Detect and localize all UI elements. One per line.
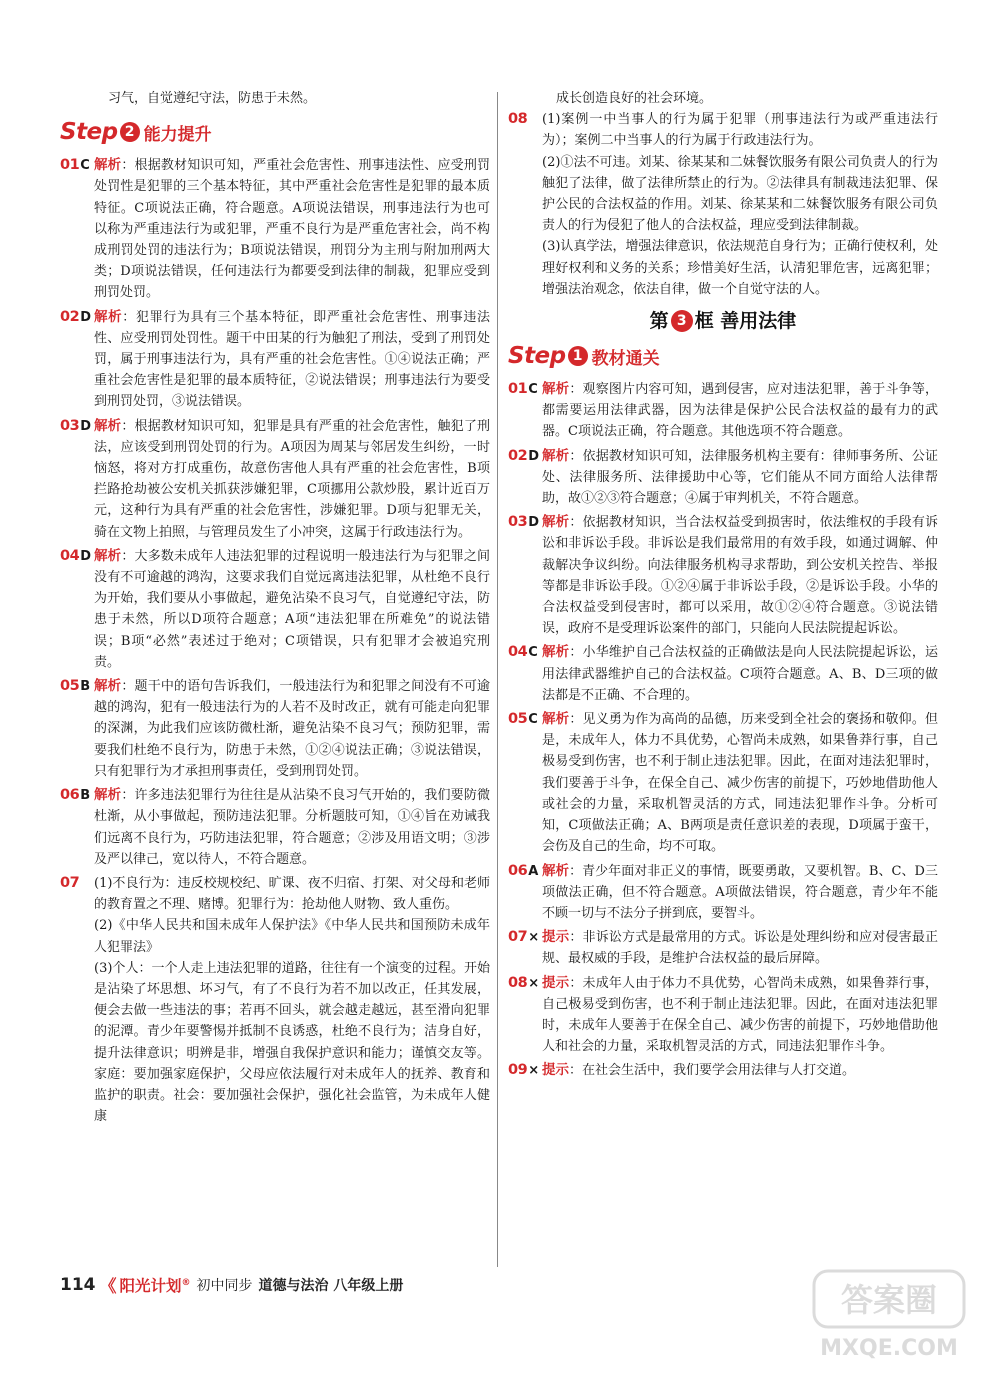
answer-item-04 [508, 642, 938, 706]
answer-item-07 [508, 927, 938, 969]
explanation-label: 解析 [94, 678, 122, 695]
explanation-text: ：非诉讼方式是最常用的方式。诉讼是处理纠纷和应对侵害最正规、最权威的手段，是维护合法权益的最后屏障。 [542, 930, 938, 967]
item-number: 08× [508, 974, 539, 991]
answer-item-03 [508, 512, 938, 639]
answer-letter: C [528, 645, 538, 661]
answer-item-05 [60, 676, 490, 782]
answer-item-07 [60, 873, 490, 1127]
item-number: 06B [60, 787, 90, 804]
answer-item-08-right [508, 109, 938, 300]
answer-letter: D [80, 309, 91, 325]
explanation-label: 解析 [94, 417, 122, 434]
item-number: 09× [508, 1062, 539, 1079]
step-word: Step [60, 119, 118, 146]
step-number: 1 [568, 346, 588, 366]
right-column [508, 88, 938, 1085]
answer-item-09 [508, 1060, 938, 1081]
item-number: 07 [60, 874, 80, 891]
explanation-label: 解析 [542, 862, 570, 879]
explanation-label: 解析 [542, 711, 570, 728]
left-continuation-text: 习气，自觉遵纪守法，防患于未然。 [108, 91, 317, 106]
explanation-label: 解析 [542, 447, 570, 464]
answer-item-01 [508, 379, 938, 443]
answer-item-04 [60, 546, 490, 673]
explanation-text: ：根据教材知识可知，犯罪是具有严重的社会危害性，触犯了刑法，应该受到刑罚处罚的行为。A项因为周某与邻居发生纠纷，一时恼怒，将对方打成重伤，故意伤害他人具有严重的社会危害性，B项拦路抢劫被公安机关抓获涉嫌犯罪，C项挪用公款炒股，累计近百万元，这种行为具有严重的社会危害性，涉嫌犯罪。D项与犯罪无关，骑在文物上拍照，与管理员发生了小冲突，这属于行政违法行为。 [94, 418, 490, 540]
explanation-text: ：依据教材知识可知，法律服务机构主要有：律师事务所、公证处、法律服务所、法律援助中心等，它们能从不同方面给人法律帮助，故①②③符合题意；④属于审判机关，不符合题意。 [542, 448, 938, 507]
step-heading-ability [60, 115, 490, 149]
item-number: 04D [60, 547, 91, 564]
explanation-text: ：犯罪行为具有三个基本特征，即严重社会危害性、刑事违法性、应受刑罚处罚性。题干中田某的行为触犯了刑法，受到了刑罚处罚，属于刑事违法行为，具有严重的社会危害性。①④说法正确；严重社会危害性是犯罪的最本质特征，②说法错误；刑事违法行为要受到刑罚处罚，③说法错误。 [94, 309, 490, 410]
step-title: 能力提升 [143, 124, 212, 145]
explanation-text: ：根据教材知识可知，严重社会危害性、刑事违法性、应受刑罚处罚性是犯罪的三个基本特征，其中严重社会危害性是犯罪的最本质特征。C项说法正确，符合题意。A项说法错误，刑事违法行为也可以称为严重违法行为或犯罪，严重不良行为是严重危害社会，尚不构成刑罚处罚的违法行为；B项说法错误，刑罚分为主刑与附加刑两大类；D项说法错误，任何违法行为都要受到法律的制裁，犯罪应受到刑罚处罚。 [94, 158, 490, 301]
answer-letter: C [528, 712, 538, 728]
page-footer [60, 1272, 403, 1297]
answer-item-02 [60, 307, 490, 413]
explanation-label: 解析 [542, 381, 570, 398]
column-divider [497, 92, 498, 1267]
svg-text:答案圈: 答案圈 [840, 1281, 938, 1319]
answer-letter: A [528, 863, 538, 879]
explanation-text: ：依据教材知识，当合法权益受到损害时，依法维权的手段有诉讼和非诉讼手段。非诉讼是我们最常用的有效手段，如通过调解、仲裁解决争议纠纷。向法律服务机构寻求帮助，到公安机关控告、举报等都是非诉讼手段。①②④属于非诉讼手段，②是诉讼手段。小华的合法权益受到侵害时，都可以采用，故①②④符合题意。③说法错误，政府不是受理诉讼案件的部门，只能向人民法院提起诉讼。 [542, 515, 938, 637]
explanation-text: ：题干中的语句告诉我们，一般违法行为和犯罪之间没有不可逾越的鸿沟，犯有一般违法行为的人若不及时改正，就有可能走向犯罪的深渊，为此我们应该防微杜渐，避免沾染不良习气；预防犯罪，需要我们杜绝不良行为，防患于未然，①②④说法正确；③说法错误，只有犯罪行为才承担刑事责任，受到刑罚处罚。 [94, 679, 490, 779]
explanation-label: 解析 [94, 308, 123, 325]
watermark-logo [800, 1265, 980, 1365]
section-number: 3 [671, 310, 693, 332]
item-number: 04C [508, 644, 538, 661]
item-number: 03D [60, 417, 91, 434]
answer-letter: B [80, 679, 90, 695]
explanation-label: 提示 [542, 1062, 569, 1079]
explanation-label: 提示 [542, 974, 570, 991]
explanation-text: ：大多数未成年人违法犯罪的过程说明一般违法行为与犯罪之间没有不可逾越的鸿沟，这要求我们自觉远离违法犯罪，从杜绝不良行为开始，我们要从小事做起，避免沾染不良习气，自觉遵纪守法，防患于未然，所以D项符合题意；A项“违法犯罪在所难免”的说法错误；B项“必然”表述过于绝对；C项错误，只有犯罪才会被追究刑责。 [94, 548, 490, 670]
explanation-text: ：小华维护自己合法权益的正确做法是向人民法院提起诉讼，运用法律武器维护自己的合法权益。C项符合题意。A、B、D三项的做法都是不正确、不合理的。 [542, 645, 938, 703]
q07-part3: (3)个人：一个人走上违法犯罪的道路，往往有一个演变的过程。开始是沾染了坏思想、坏习气，有了不良行为若不加以改正，任其发展，便会去做一些违法的事；若再不回头，就会越走越远，甚至滑向犯罪的泥潭。青少年要警惕并抵制不良诱惑，杜绝不良行为；洁身自好，提升法律意识；明辨是非，增强自我保护意识和能力；谨慎交友等。家庭：要加强家庭保护，父母应依法履行对未成年人的抚养、教育和监护的职责。社会：要加强社会保护，强化社会监管，为未成年人健康 [94, 960, 490, 1125]
right-answer-list [508, 379, 938, 1082]
q08-part2: (2)①法不可违。刘某、徐某某和二妹餐饮服务有限公司负责人的行为触犯了法律，做了法律所禁止的行为。②法律具有制裁违法犯罪、保护公民的合法权益的作用。刘某、徐某某和二妹餐饮服务有限公司负责人的行为侵犯了他人的合法权益，理应受到法律制裁。 [542, 154, 938, 234]
answer-item-01 [60, 155, 490, 303]
q08-part1: (1)案例一中当事人的行为属于犯罪（刑事违法行为或严重违法行为）；案例二中当事人的行为属于行政违法行为。 [542, 112, 938, 149]
explanation-text: ：青少年面对非正义的事情，既要勇敢，又要机智。B、C、D三项做法正确，但不符合题意。A项做法错误，符合题意，青少年不能不顾一切与不法分子拼到底，要智斗。 [542, 863, 938, 921]
q08-part3: (3)认真学法，增强法律意识，依法规范自身行为；正确行使权利，处理好权利和义务的关系；珍惜美好生活，认清犯罪危害，远离犯罪；增强法治观念，依法自律，做一个自觉守法的人。 [542, 239, 938, 297]
series-name: 初中同步 [196, 1277, 253, 1294]
explanation-label: 解析 [542, 644, 570, 661]
explanation-text: ：观察图片内容可知，遇到侵害，应对违法犯罪，善于斗争等，都需要运用法律武器，因为法律是保护公民合法权益的最有力的武器。C项说法正确，符合题意。其他选项不符合题意。 [542, 382, 938, 440]
item-number: 07× [508, 929, 539, 946]
step-number: 2 [120, 122, 140, 142]
answer-item-03 [60, 416, 490, 543]
explanation-label: 提示 [542, 929, 570, 946]
explanation-text: ：许多违法犯罪行为往往是从沾染不良习气开始的，我们要防微杜渐，从小事做起，预防违法犯罪。分析题肢可知，①④旨在劝诫我们远离不良行为，巧防违法犯罪，符合题意；②涉及用语文明；③涉及严以律己，宽以待人，不符合题意。 [94, 788, 490, 867]
answer-letter: C [528, 382, 538, 398]
step-word: Step [508, 343, 566, 370]
answer-letter: D [528, 448, 539, 464]
double-arrow-icon: 《 [99, 1277, 117, 1297]
answer-letter: D [80, 548, 91, 564]
item-number: 05B [60, 678, 90, 695]
answer-letter: D [80, 418, 91, 434]
step-heading-textbook [508, 339, 938, 373]
answer-item-06 [508, 861, 938, 925]
step-title: 教材通关 [591, 348, 660, 369]
q07-part1: (1)不良行为：违反校规校纪、旷课、夜不归宿、打架、对父母和老师的教育置之不理、赌博。犯罪行为：抢劫他人财物、致人重伤。 [94, 875, 490, 913]
explanation-label: 解析 [94, 157, 122, 174]
answer-letter: × [528, 930, 539, 946]
answer-item-02 [508, 446, 938, 510]
explanation-label: 解析 [542, 514, 570, 531]
brand-name: 阳光计划® [119, 1276, 191, 1295]
explanation-text: ：在社会生活中，我们要学会用法律与人打交道。 [569, 1063, 856, 1079]
answer-item-08 [508, 973, 938, 1058]
left-answer-list [60, 155, 490, 870]
item-number: 01C [60, 157, 90, 174]
explanation-label: 解析 [94, 547, 122, 564]
answer-letter: × [528, 975, 539, 991]
page-number: 114 [60, 1274, 96, 1295]
answer-letter: C [80, 158, 90, 174]
explanation-label: 解析 [94, 787, 122, 804]
answer-item-06 [60, 785, 490, 870]
item-number: 03D [508, 514, 539, 531]
item-number: 08 [508, 111, 528, 128]
item-number: 05C [508, 711, 538, 728]
right-continuation-text: 成长创造良好的社会环境。 [556, 91, 713, 106]
answer-item-05 [508, 709, 938, 857]
explanation-text: ：未成年人由于体力不具优势，心智尚未成熟，如果鲁莽行事，自己极易受到伤害，也不利于制止违法犯罪。因此，在面对违法犯罪时，未成年人要善于在保全自己、减少伤害的前提下，巧妙地借助他人和社会的力量，采取机智灵活的方式，同违法犯罪作斗争。 [542, 975, 938, 1055]
explanation-text: ：见义勇为作为高尚的品德，历来受到全社会的褒扬和敬仰。但是，未成年人，体力不具优势，心智尚未成熟，如果鲁莽行事，自己极易受到伤害，也不利于制止违法犯罪。因此，在面对违法犯罪时，我们要善于斗争，在保全自己、减少伤害的前提下，巧妙地借助他人或社会的力量，采取机智灵活的方式，同违法犯罪作斗争。分析可知，C项做法正确；A、B两项是责任意识差的表现，D项属于蛮干，会伤及自己的生命，均不可取。 [542, 712, 938, 855]
subject-name: 道德与法治 八年级上册 [258, 1277, 404, 1294]
section-title: 第 3 框 善用法律 [649, 310, 797, 333]
q07-part2: (2)《中华人民共和国未成年人保护法》《中华人民共和国预防未成年人犯罪法》 [94, 918, 490, 955]
answer-letter: × [528, 1063, 539, 1079]
svg-text:MXQE.COM: MXQE.COM [820, 1336, 958, 1361]
left-column [60, 88, 490, 1130]
item-number: 02D [508, 447, 539, 464]
item-number: 06A [508, 862, 538, 879]
answer-letter: D [528, 515, 539, 531]
item-number: 02D [60, 308, 91, 325]
answer-letter: B [80, 788, 90, 804]
item-number: 01C [508, 381, 538, 398]
